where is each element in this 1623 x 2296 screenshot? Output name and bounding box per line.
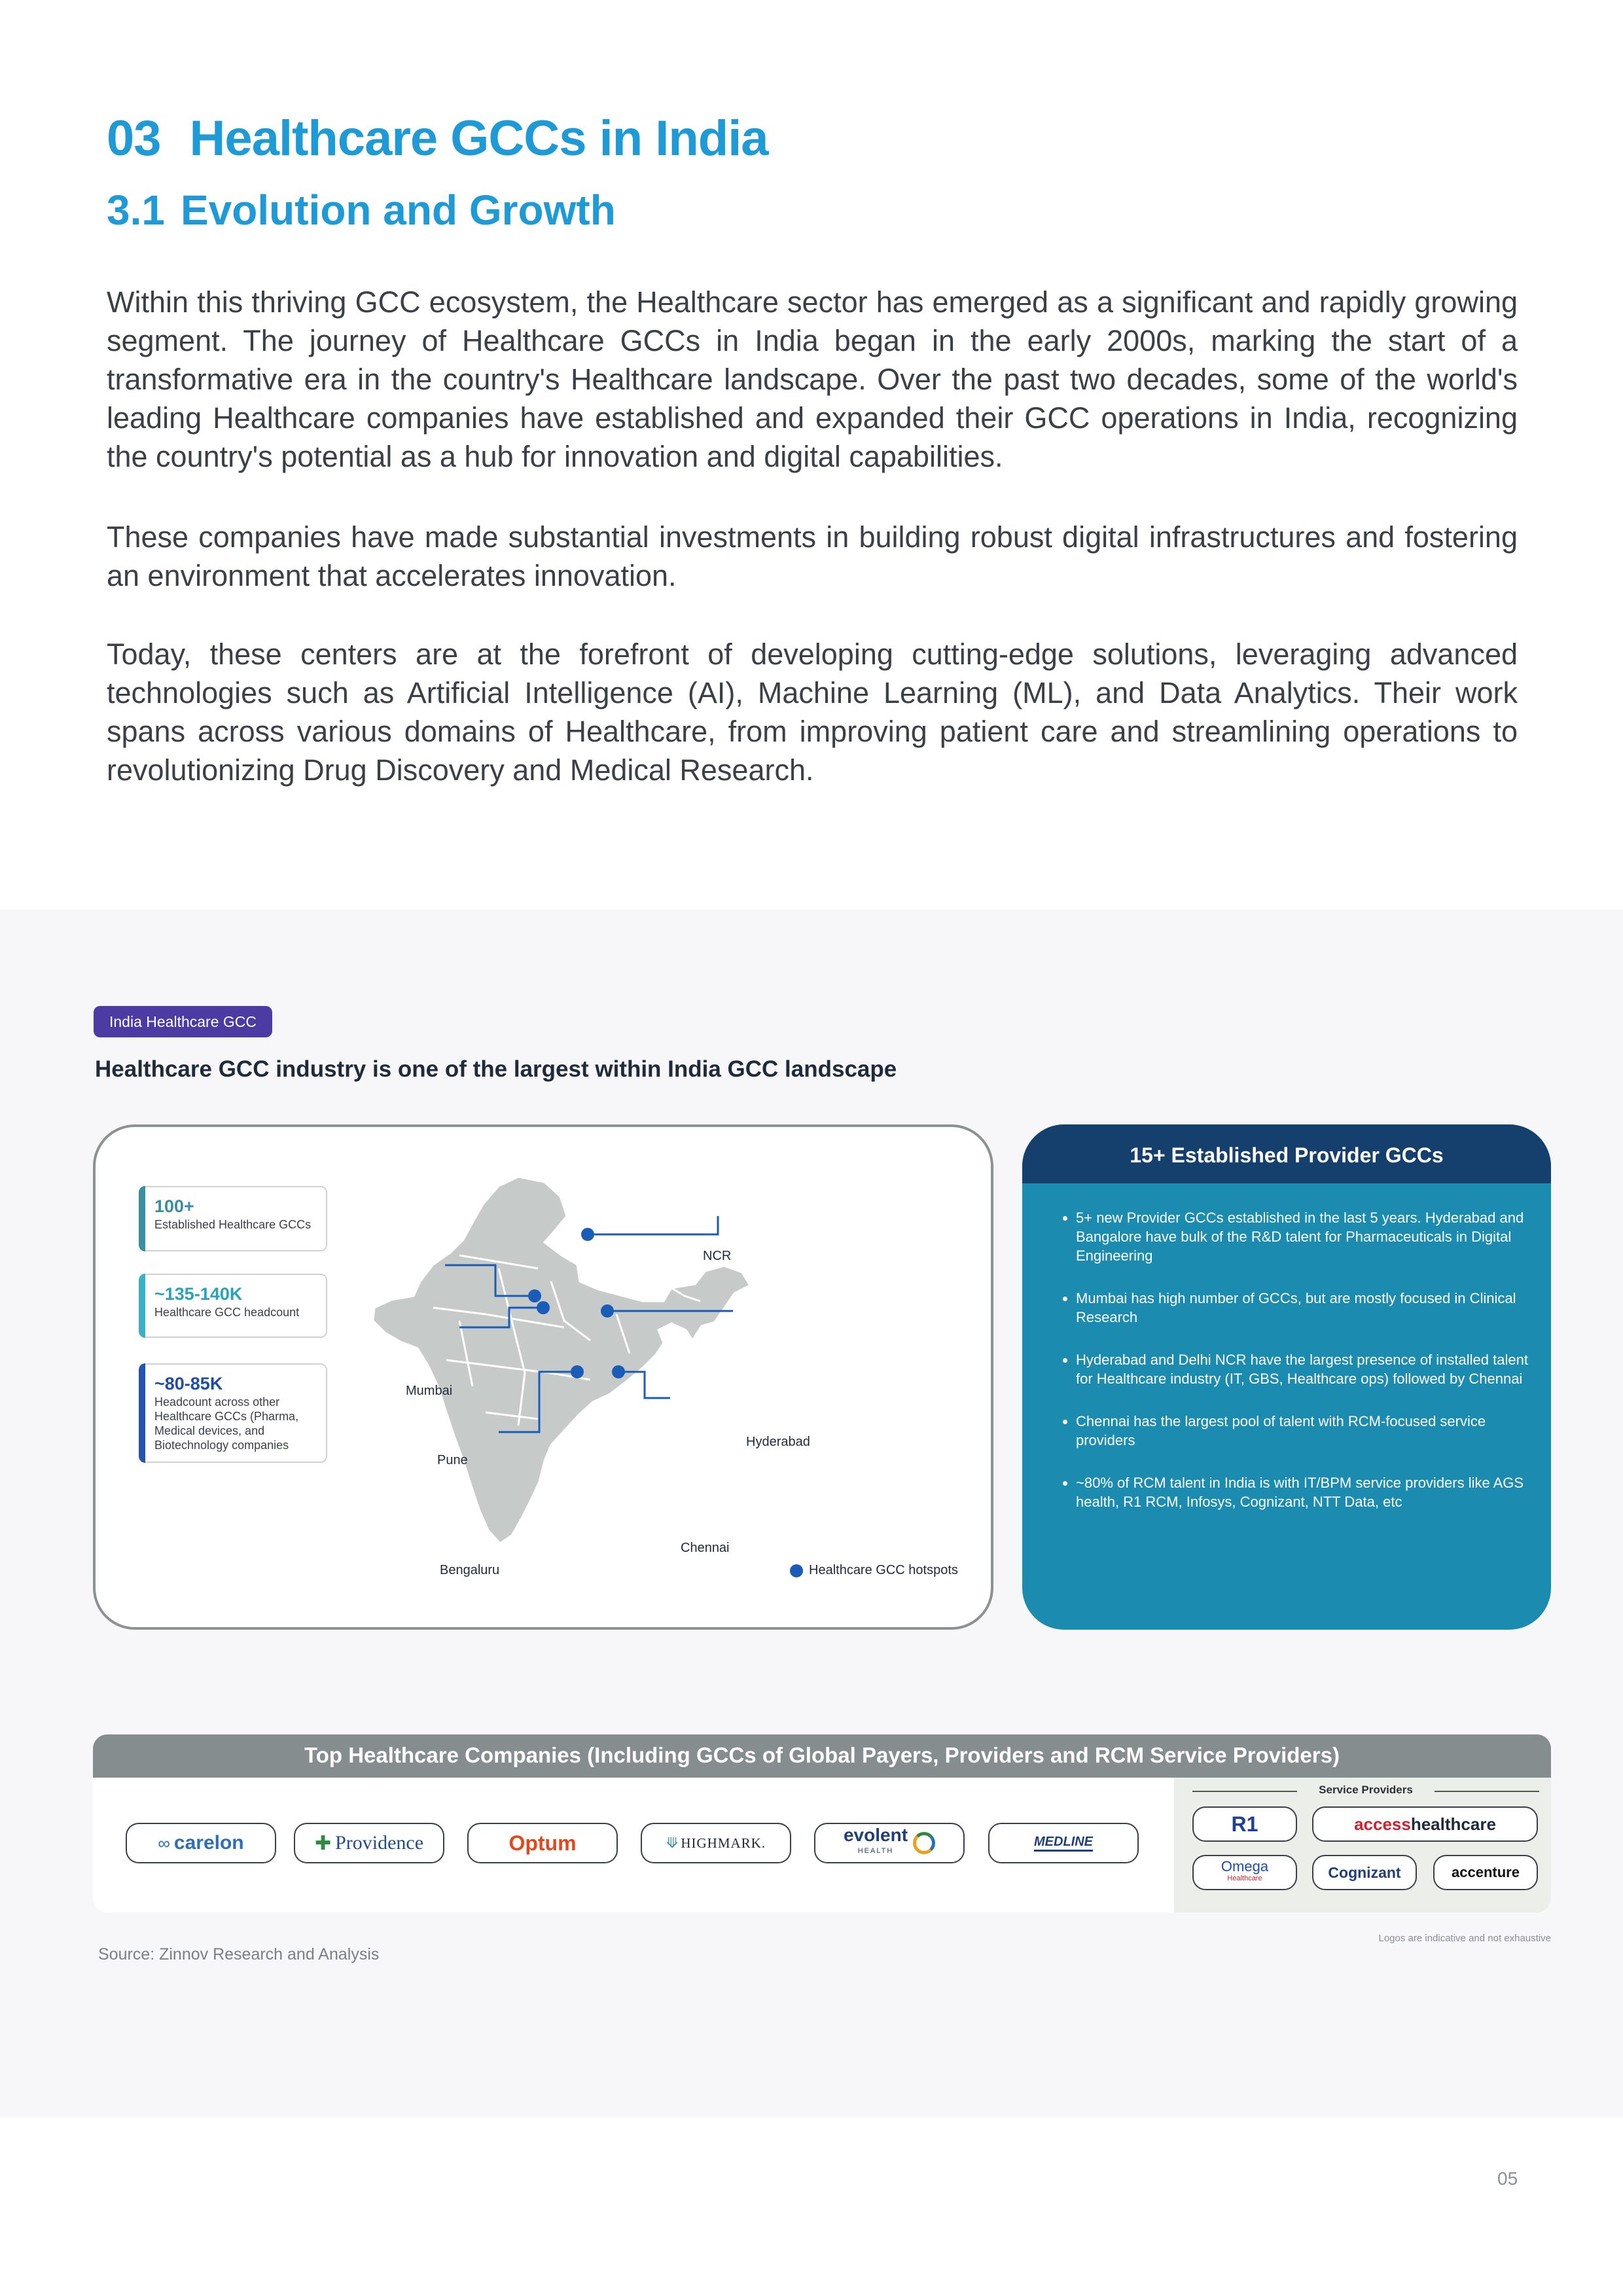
stat-value: 100+	[154, 1196, 194, 1216]
logo-optum: Optum	[467, 1823, 618, 1863]
logo-accesshealthcare: access healthcare	[1312, 1806, 1538, 1842]
india-land-shape	[373, 1177, 750, 1543]
list-item: • 5+ new Provider GCCs established in the last 5 years. Hyderabad and Bangalore have bulk of the R&D talent for Pharmaceuticals in Digital Engineering	[1076, 1208, 1534, 1265]
logo-cognizant: Cognizant	[1312, 1855, 1417, 1890]
hotspot-pune	[537, 1301, 550, 1314]
evolent-ring-icon	[913, 1832, 935, 1854]
companies-title-bar: Top Healthcare Companies (Including GCCs of Global Payers, Providers and RCM Service Providers)	[93, 1734, 1551, 1778]
ncr-leader-line	[588, 1216, 718, 1234]
hotspot-bengaluru	[571, 1365, 584, 1378]
logo-providence: ✚ Providence	[294, 1823, 444, 1863]
city-label-chennai: Chennai	[681, 1541, 730, 1555]
stat-label: Established Healthcare GCCs	[154, 1218, 312, 1231]
city-label-bengaluru: Bengaluru	[440, 1563, 500, 1577]
city-label-pune: Pune	[437, 1453, 468, 1467]
hotspot-ncr	[581, 1228, 594, 1241]
section-heading	[107, 110, 768, 167]
list-item: • ~80% of RCM talent in India is with IT/BPM service providers like AGS health, R1 RCM, Infosys, Cognizant, NTT Data, etc	[1076, 1473, 1534, 1511]
logo-carelon: ∞ carelon	[126, 1823, 276, 1863]
body-paragraph: These companies have made substantial investments in building robust digital infrastructures and fostering an environment that accelerates innovation.	[107, 520, 1518, 592]
provider-gcc-card	[1022, 1124, 1551, 1630]
list-item: • Hyderabad and Delhi NCR have the largest presence of installed talent for Healthcare industry (IT, GBS, Healthcare ops) followed by Chennai	[1076, 1350, 1534, 1388]
city-label-mumbai: Mumbai	[406, 1384, 453, 1398]
hotspot-hyderabad	[601, 1304, 614, 1318]
logo-evolent: evolent HEALTH	[814, 1823, 965, 1863]
page-number: 05	[1497, 2168, 1518, 2189]
subsection-heading	[107, 186, 616, 234]
logo-r1: R1	[1192, 1806, 1297, 1842]
providence-cross-icon: ✚	[314, 1832, 332, 1854]
section-title: Healthcare GCCs in India	[189, 111, 768, 166]
stat-value: ~135-140K	[154, 1284, 243, 1304]
subsection-title: Evolution and Growth	[180, 187, 616, 234]
body-paragraph: Today, these centers are at the forefront of developing cutting-edge solutions, leveraging advanced technologies such as Artificial Intelligence (AI), Machine Learning (ML), and Data Analytics. Their work spans across various domains of Healthcare, from improving patient care and streamlining operations to revolutionizing Drug Discovery and Medical Research.	[107, 637, 1518, 787]
city-label-hyderabad: Hyderabad	[746, 1435, 810, 1449]
stat-gcc-headcount	[139, 1274, 327, 1338]
list-item: • Chennai has the largest pool of talent with RCM-focused service providers	[1076, 1412, 1534, 1450]
highmark-icon: ⟱	[666, 1835, 679, 1851]
infographic-tag: India Healthcare GCC	[94, 1006, 272, 1037]
service-providers-title: Service Providers	[1192, 1784, 1539, 1797]
stat-label: Headcount across other Healthcare GCCs (Pharma, Medical devices, and Biotechnology companies	[154, 1395, 299, 1452]
logo-medline: MEDLINE	[988, 1823, 1139, 1863]
section-number: 03	[107, 111, 161, 166]
logo-accenture: accenture	[1433, 1855, 1538, 1890]
hotspot-mumbai	[528, 1289, 541, 1302]
list-item: • Mumbai has high number of GCCs, but are mostly focused in Clinical Research	[1076, 1289, 1534, 1327]
stat-established-gccs	[139, 1186, 327, 1251]
infographic-headline: Healthcare GCC industry is one of the largest within India GCC landscape	[95, 1056, 897, 1082]
city-label-ncr: NCR	[703, 1249, 732, 1263]
stat-label: Healthcare GCC headcount	[154, 1306, 300, 1319]
body-paragraph: Within this thriving GCC ecosystem, the Healthcare sector has emerged as a significant and rapidly growing segment. The journey of Healthcare GCCs in India began in the early 2000s, marking the start of a transformative era in the country's Healthcare landscape. Over the past two decades, some of the world's leading Healthcare companies have established and expanded their GCC operations in India, recognizing the country's potential as a hub for innovation and digital capabilities.	[107, 285, 1518, 473]
logo-disclaimer: Logos are indicative and not exhaustive	[1378, 1933, 1551, 1944]
provider-gcc-title: 15+ Established Provider GCCs	[1022, 1124, 1551, 1183]
logo-omega: Omega Healthcare	[1192, 1855, 1297, 1890]
source-note: Source: Zinnov Research and Analysis	[98, 1945, 380, 1964]
carelon-icon: ∞	[158, 1833, 170, 1853]
map-legend-label: Healthcare GCC hotspots	[809, 1563, 958, 1577]
stat-other-headcount	[139, 1363, 327, 1463]
provider-gcc-list	[1055, 1208, 1534, 1535]
hotspot-chennai	[612, 1365, 625, 1378]
legend-dot	[790, 1564, 803, 1577]
stat-value: ~80-85K	[154, 1374, 223, 1393]
service-providers-box	[1174, 1778, 1551, 1912]
logo-highmark: ⟱ HIGHMARK.	[641, 1823, 791, 1863]
subsection-number: 3.1	[107, 187, 165, 234]
